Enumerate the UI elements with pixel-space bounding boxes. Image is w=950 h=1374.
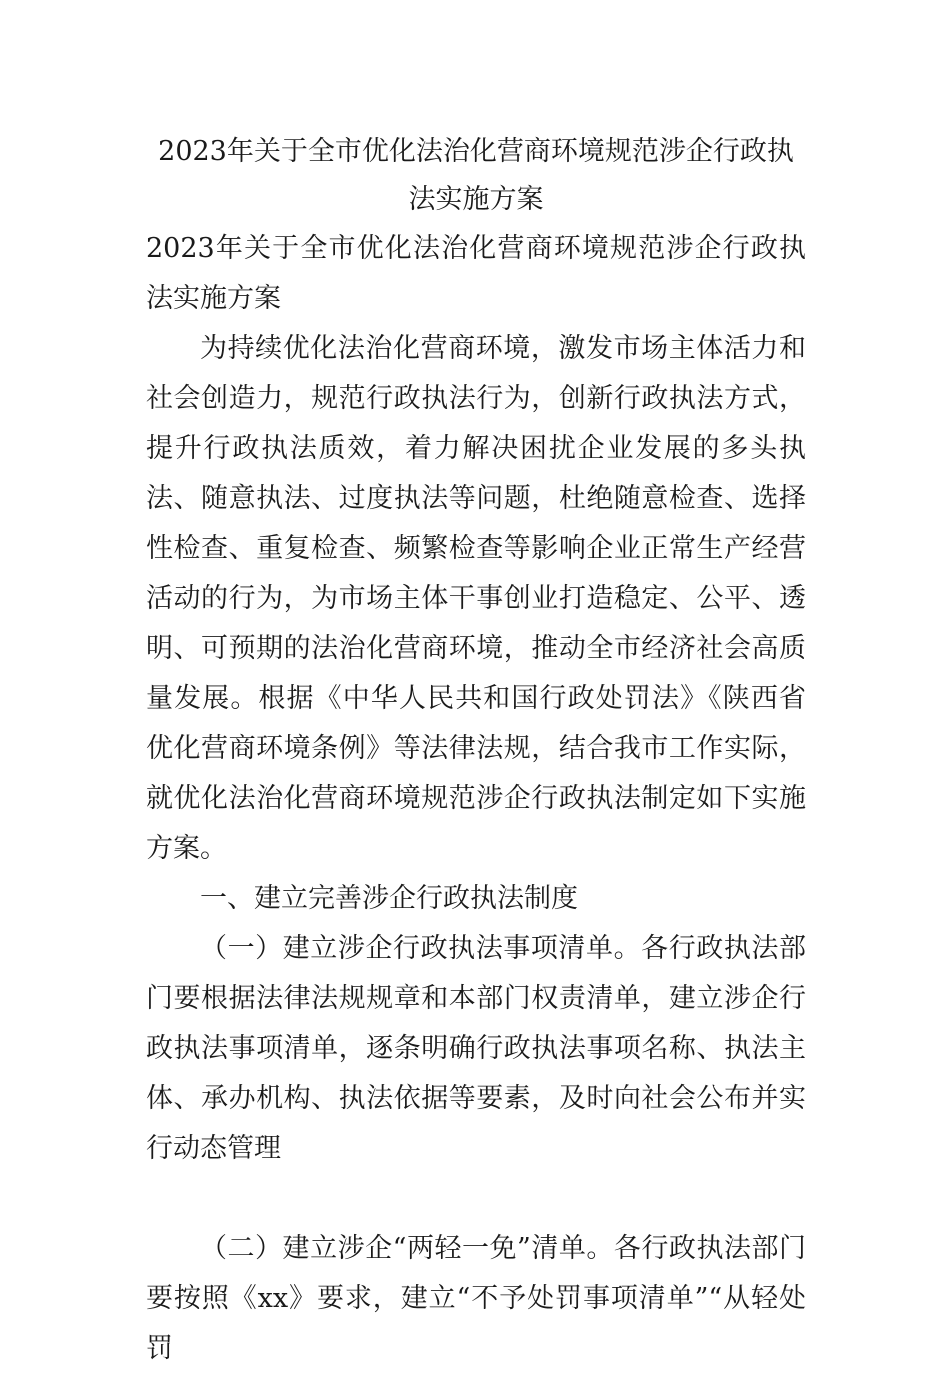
intro-paragraph: 为持续优化法治化营商环境，激发市场主体活力和社会创造力，规范行政执法行为，创新行政执法方式，提升行政执法质效，着力解决困扰企业发展的多头执法、随意执法、过度执法等问题，杜绝随意检查、选择性检查、重复检查、频繁检查等影响企业正常生产经营活动的行为，为市场主体干事创业打造稳定、公平、透明、可预期的法治化营商环境，推动全市经济社会高质量发展。根据《中华人民共和国行政处罚法》《陕西省优化营商环境条例》等法律法规，结合我市工作实际，就优化法治化营商环境规范涉企行政执法制定如下实施方案。 (146, 333, 806, 864)
paragraph-spacer (146, 1174, 806, 1224)
document-title: 2023年关于全市优化法治化营商环境规范涉企行政执法实施方案 (158, 136, 794, 215)
document-page (146, 128, 806, 1374)
document-subtitle: 2023年关于全市优化法治化营商环境规范涉企行政执法实施方案 (146, 233, 806, 314)
clause-paragraph: （二）建立涉企“两轻一免”清单。各行政执法部门要按照《xx》要求，建立“不予处罚事项清单”“从轻处罚 (146, 1233, 806, 1364)
clause-paragraph: （一）建立涉企行政执法事项清单。各行政执法部门要根据法律法规规章和本部门权责清单，建立涉企行政执法事项清单，逐条明确行政执法事项名称、执法主体、承办机构、执法依据等要素，及时向社会公布并实行动态管理 (146, 933, 806, 1164)
section-heading: 一、建立完善涉企行政执法制度 (200, 883, 578, 914)
